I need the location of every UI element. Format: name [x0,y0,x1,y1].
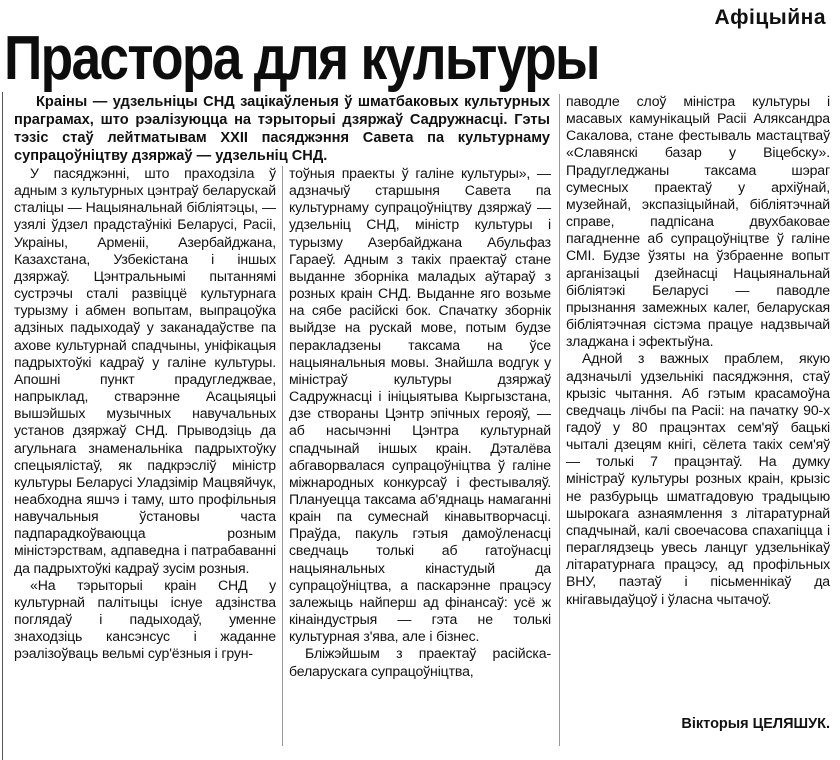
author-byline: Вікторыя ЦЕЛЯШУК. [681,716,830,732]
text-column-1 [14,165,276,663]
left-border-rule [2,92,3,760]
text-column-2 [289,165,551,680]
paragraph: паводле слоў міністра культуры і масавых камунікацый Расіі Аляксандра Сакалова, стане фестываль мастацтваў «Славянскі базар у Віцебску». Прадугледжаны таксама шэраг сумесных праектаў у архіўнай, музейнай, экспазіцыйнай, бібліятэчнай справе, падпісана двухбаковае пагадненне аб супрацоўніцтве ў галіне СМІ. Будзе ўзяты на ўзбраенне вопыт арганізацыі дзейнасці Нацыянальнай бібліятэкі Беларусі — паводле прызнання замежных калег, беларуская бібліятэчная сістэма працуе надзвычай зладжана і эфектыўна. [566,93,830,350]
paragraph: «На тэрыторыі краін СНД у культурнай палітыцы існуе адзінства поглядаў і падыходаў, уменне знаходзіць кансэнсус і жаданне рэалізоўваць вельмі сур'ёзныя і грун- [14,576,276,662]
text-column-3 [566,93,830,608]
section-rubric: Афіцыйна [714,6,826,29]
article-lead: Краіны — удзельніцы СНД зацікаўленыя ў шматбаковых культурных праграмах, што рэалізуюцца на тэрыторыі дзяржаў Садружнасці. Гэты тэзіс стаў лейтматывам XXII пасяджэння Савета па культурнаму супрацоўніцтву дзяржаў — удзельніц СНД. [14,94,550,164]
paragraph: Адной з важных праблем, якую адзначылі удзельнікі пасяджэння, стаў крызіс чытання. Аб гэтым красамоўна сведчаць лічбы па Расіі: на пачатку 90-х гадоў у 80 працэнтах сем'яў бацькі чыталі дзецям кнігі, сёлета такіх сем'яў — толькі 7 працэнтаў. На думку міністраў культуры розных краін, крызіс не разбурыць шматгадовую традыцыю шырокага азнаямлення з літаратурнай спадчынай, калі своечасова спахапіцца і пераглядзець увесь ланцуг удзельнікаў літаратурнага працэсу, ад профільных ВНУ, паэтаў і пісьменнікаў да кнігавыдаўцоў і ўласна чытачоў. [566,350,830,607]
paragraph: У пасяджэнні, што праходзіла ў адным з культурных цэнтраў беларускай сталіцы — Нацыянальнай бібліятэцы, — узялі ўдзел прадстаўнікі Беларусі, Расіі, Украіны, Арменіі, Азербайджана, Казахстана, Узбекістана і іншых дзяржаў. Цэнтральнымі пытаннямі сустрэчы сталі развіццё культурнага турызму і абмен вопытам, выпрацоўка адзіных падыходаў у заканадаўстве па ахове культурнай спадчыны, уніфікацыя падрыхтоўкі кадраў у галіне культуры. Апошні пункт прадугледжвае, напрыклад, стварэнне Асацыяцыі вышэйшых музычных навучальных установ дзяржаў СНД. Прыводзіць да агульнага знаменальніка падрыхтоўку спецыялістаў, як падкрэсліў міністр культуры Беларусі Уладзімір Мацвяйчук, неабходна яшчэ і таму, што профільныя навучальныя ўстановы часта падпарадкоўваюцца розным міністэрствам, адпаведна і патрабаванні да падрыхтоўкі кадраў зусім розныя. [14,165,276,576]
paragraph: Бліжэйшым з праектаў расійска-беларускага супрацоўніцтва, [289,645,551,679]
article-headline: Прастора для культуры [4,24,599,93]
paragraph: тоўныя праекты ў галіне культуры», — адзначыў старшыня Савета па культурнаму супрацоўніцтву дзяржаў — удзельніц СНД, міністр культуры і турызму Азербайджана Абульфаз Гараеў. Адным з такіх праектаў стане выданне зборніка маладых аўтараў з розных краін СНД. Выданне яго возьме на сябе расійскі бок. Спачатку зборнік выйдзе на рускай мове, потым будзе перакладзены таксама на ўсе нацыянальныя мовы. Знайшла водгук у міністраў культуры дзяржаў Садружнасці і ініцыятыва Кыргызстана, дзе створаны Цэнтр эпічных герояў, — аб насычэнні Цэнтра культурнай спадчынай іншых краін. Дэталёва абгаворвалася супрацоўніцтва ў галіне міжнародных конкурсаў і фестываляў. Плануецца таксама аб'яднаць намаганні краін па сумеснай кінавытворчасці. Праўда, пакуль гэтыя дамоўленасці сведчаць толькі аб гатоўнасці нацыянальных кінастудый да супрацоўніцтва, а паскарэнне працэсу залежыць найперш ад фінансаў: усё ж кінаіндустрыя — гэта не толькі культурная з'ява, але і бізнес. [289,165,551,645]
column-divider [559,94,560,746]
column-divider [282,166,283,746]
